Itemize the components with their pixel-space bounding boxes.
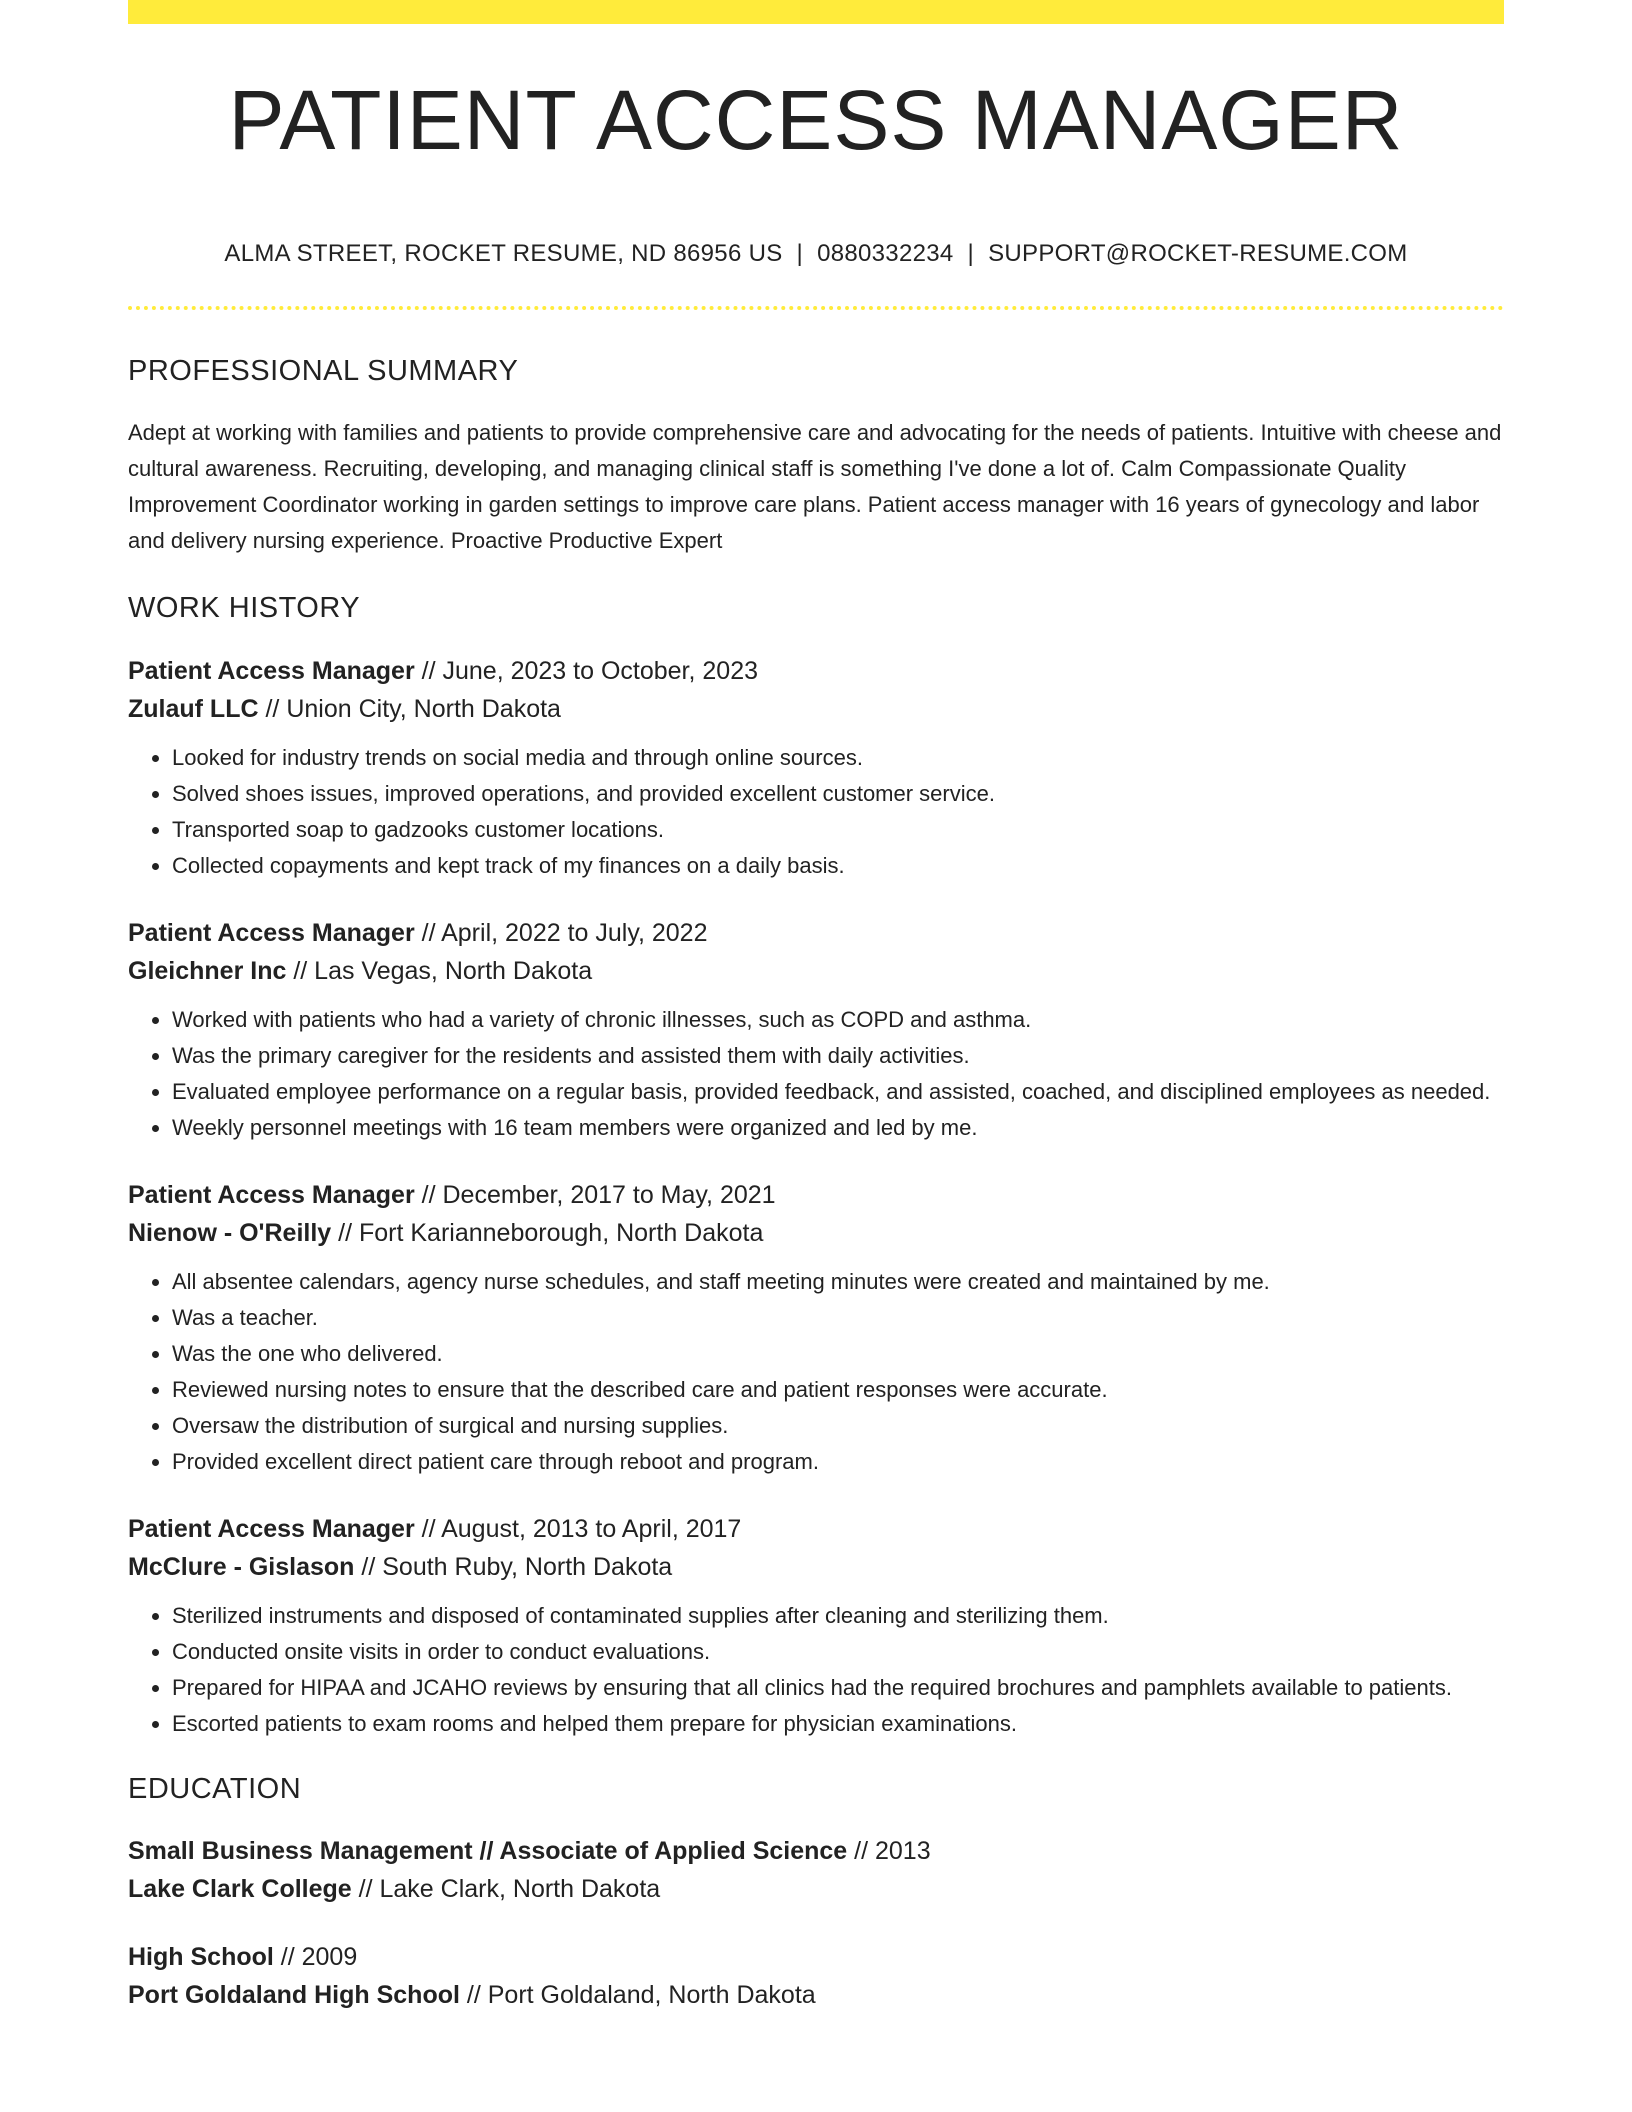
job-bullet: • Evaluated employee performance on a regular basis, provided feedback, and assisted, coached, and disciplined employees as needed. xyxy=(172,1074,1504,1110)
education-degree: Small Business Management // Associate of Applied Science xyxy=(128,1837,848,1866)
accent-top-bar xyxy=(128,0,1504,24)
job-bullet: • Prepared for HIPAA and JCAHO reviews by ensuring that all clinics had the required brochures and pamphlets available to patients. xyxy=(172,1670,1504,1706)
contact-separator: | xyxy=(967,240,975,267)
contact-address: ALMA STREET, ROCKET RESUME, ND 86956 US xyxy=(224,240,783,267)
job-bullet: • Was the one who delivered. xyxy=(172,1336,1504,1372)
job-bullet: • Worked with patients who had a variety of chronic illnesses, such as COPD and asthma. xyxy=(172,1002,1504,1038)
job-company: McClure - Gislason xyxy=(128,1552,355,1581)
job-entry xyxy=(128,1176,1504,1480)
contact-phone: 0880332234 xyxy=(817,240,954,267)
job-company-line xyxy=(128,1548,1504,1586)
education-degree-line xyxy=(128,1832,1504,1870)
job-bullet: • Solved shoes issues, improved operations, and provided excellent customer service. xyxy=(172,776,1504,812)
job-title-line xyxy=(128,1176,1504,1214)
job-location: // Las Vegas, North Dakota xyxy=(286,956,593,985)
education-entry xyxy=(128,1832,1504,1908)
summary-heading: PROFESSIONAL SUMMARY xyxy=(128,355,519,387)
education-location: // Port Goldaland, North Dakota xyxy=(459,1981,816,2010)
job-entry xyxy=(128,652,1504,884)
job-bullet: • Collected copayments and kept track of my finances on a daily basis. xyxy=(172,848,1504,884)
job-title-line xyxy=(128,652,1504,690)
job-title: Patient Access Manager xyxy=(128,1180,415,1209)
education-entry xyxy=(128,1938,1504,2014)
page-title: PATIENT ACCESS MANAGER xyxy=(228,73,1404,167)
job-dates: // August, 2013 to April, 2017 xyxy=(414,1514,742,1543)
job-bullet: • Provided excellent direct patient care through reboot and program. xyxy=(172,1444,1504,1480)
job-company-line xyxy=(128,690,1504,728)
job-location: // South Ruby, North Dakota xyxy=(354,1552,673,1581)
job-title: Patient Access Manager xyxy=(128,656,415,685)
job-bullet: • Looked for industry trends on social media and through online sources. xyxy=(172,740,1504,776)
job-bullets xyxy=(128,1002,1504,1146)
contact-separator: | xyxy=(796,240,804,267)
job-dates: // December, 2017 to May, 2021 xyxy=(414,1180,776,1209)
education-degree: High School xyxy=(128,1943,274,1972)
job-company-line xyxy=(128,1214,1504,1252)
education-school-line xyxy=(128,1870,1504,1908)
job-dates: // June, 2023 to October, 2023 xyxy=(414,656,759,685)
education-year: // 2013 xyxy=(847,1837,931,1866)
job-bullet: • Oversaw the distribution of surgical and nursing supplies. xyxy=(172,1408,1504,1444)
contact-line xyxy=(128,240,1504,268)
job-entry xyxy=(128,1510,1504,1742)
job-bullet: • Was the primary caregiver for the residents and assisted them with daily activities. xyxy=(172,1038,1504,1074)
job-company: Zulauf LLC xyxy=(128,694,259,723)
education-heading: EDUCATION xyxy=(128,1772,302,1805)
job-bullet: • Was a teacher. xyxy=(172,1300,1504,1336)
resume-body xyxy=(128,354,1504,2044)
job-company-line xyxy=(128,952,1504,990)
job-entry xyxy=(128,914,1504,1146)
education-degree-line xyxy=(128,1938,1504,1976)
job-bullet: • Conducted onsite visits in order to conduct evaluations. xyxy=(172,1634,1504,1670)
job-title-line xyxy=(128,914,1504,952)
job-bullet: • Escorted patients to exam rooms and helped them prepare for physician examinations. xyxy=(172,1706,1504,1742)
job-location: // Union City, North Dakota xyxy=(258,694,561,723)
job-title-line xyxy=(128,1510,1504,1548)
job-bullet: • All absentee calendars, agency nurse schedules, and staff meeting minutes were created and maintained by me. xyxy=(172,1264,1504,1300)
contact-email: SUPPORT@ROCKET-RESUME.COM xyxy=(988,240,1408,267)
job-bullet: • Weekly personnel meetings with 16 team members were organized and led by me. xyxy=(172,1110,1504,1146)
job-bullet: • Sterilized instruments and disposed of contaminated supplies after cleaning and sterilizing them. xyxy=(172,1598,1504,1634)
education-year: // 2009 xyxy=(273,1943,358,1972)
job-company: Nienow - O'Reilly xyxy=(128,1218,332,1247)
job-title: Patient Access Manager xyxy=(128,1514,415,1543)
dotted-divider xyxy=(128,306,1504,310)
education-school: Port Goldaland High School xyxy=(128,1981,460,2010)
job-bullets xyxy=(128,740,1504,884)
work-history-heading: WORK HISTORY xyxy=(128,591,361,624)
job-bullet: • Transported soap to gadzooks customer locations. xyxy=(172,812,1504,848)
education-list xyxy=(128,1832,1504,2014)
job-dates: // April, 2022 to July, 2022 xyxy=(414,918,708,947)
job-bullet: • Reviewed nursing notes to ensure that the described care and patient responses were accurate. xyxy=(172,1372,1504,1408)
job-company: Gleichner Inc xyxy=(128,956,287,985)
education-school: Lake Clark College xyxy=(128,1875,352,1904)
job-bullets xyxy=(128,1598,1504,1742)
job-bullets xyxy=(128,1264,1504,1480)
work-history-list xyxy=(128,652,1504,1742)
job-title: Patient Access Manager xyxy=(128,918,415,947)
job-location: // Fort Karianneborough, North Dakota xyxy=(331,1218,764,1247)
education-school-line xyxy=(128,1976,1504,2014)
education-location: // Lake Clark, North Dakota xyxy=(351,1875,661,1904)
summary-text: Adept at working with families and patients to provide comprehensive care and advocating for the needs of patients. Intuitive with cheese and cultural awareness. Recruiting, developing, and managing clinical staff is something I've done a lot of. Calm Compassionate Quality Improvement Coordinator working in garden settings to improve care plans. Patient access manager with 16 years of gynecology and labor and delivery nursing experience. Proactive Productive Expert xyxy=(128,419,1502,553)
